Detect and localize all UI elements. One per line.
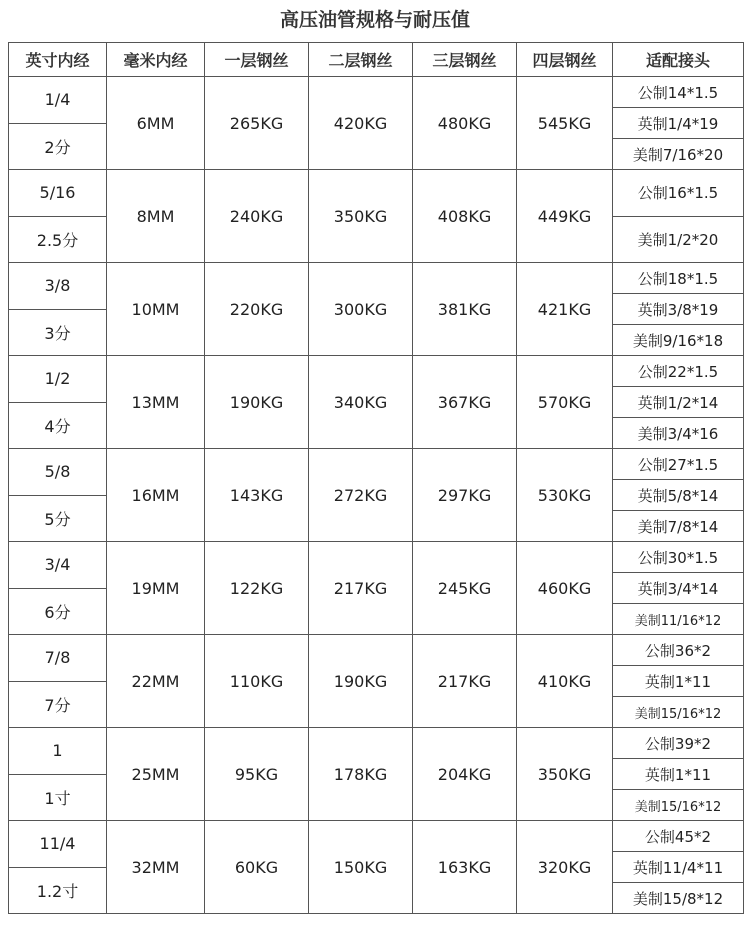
header-row: [9, 43, 744, 77]
table-row: [9, 635, 744, 651]
fitting-cell: 公制14*1.5: [613, 77, 744, 108]
fitting-cell: 英制1*11: [613, 759, 744, 790]
fitting-cell: 英制5/8*14: [613, 480, 744, 511]
mm-diameter-cell: 16MM: [107, 449, 205, 542]
one-layer-pressure-cell: 122KG: [205, 542, 309, 635]
two-layer-pressure-cell: 217KG: [309, 542, 413, 635]
inch-diameter-cell: 6分: [9, 588, 107, 635]
fitting-cell: 美制11/16*12: [613, 604, 744, 635]
inch-diameter-cell: 1.2寸: [9, 867, 107, 914]
inch-diameter-cell: 7分: [9, 681, 107, 728]
fitting-cell: 公制39*2: [613, 728, 744, 759]
inch-diameter-cell: 1寸: [9, 774, 107, 821]
two-layer-pressure-cell: 350KG: [309, 170, 413, 263]
inch-diameter-cell: 3分: [9, 309, 107, 356]
inch-diameter-cell: 11/4: [9, 821, 107, 868]
mm-diameter-cell: 32MM: [107, 821, 205, 914]
fitting-cell: 公制16*1.5: [613, 170, 744, 217]
mm-diameter-cell: 8MM: [107, 170, 205, 263]
three-layer-pressure-cell: 204KG: [413, 728, 517, 821]
four-layer-pressure-cell: 410KG: [517, 635, 613, 728]
page-title: 高压油管规格与耐压值: [279, 9, 470, 31]
four-layer-pressure-cell: 350KG: [517, 728, 613, 821]
fitting-cell: 美制15/8*12: [613, 883, 744, 914]
inch-diameter-cell: 2分: [9, 123, 107, 170]
header-fitting: 适配接头: [613, 43, 744, 77]
table-row: [9, 449, 744, 465]
three-layer-pressure-cell: 367KG: [413, 356, 517, 449]
three-layer-pressure-cell: 480KG: [413, 77, 517, 170]
inch-diameter-cell: 5/8: [9, 449, 107, 496]
one-layer-pressure-cell: 190KG: [205, 356, 309, 449]
fitting-cell: 美制15/16*12: [613, 697, 744, 728]
fitting-cell: 英制1/2*14: [613, 387, 744, 418]
inch-diameter-cell: 1: [9, 728, 107, 775]
four-layer-pressure-cell: 545KG: [517, 77, 613, 170]
mm-diameter-cell: 22MM: [107, 635, 205, 728]
table-row: [9, 77, 744, 93]
mm-diameter-cell: 19MM: [107, 542, 205, 635]
fitting-cell: 美制9/16*18: [613, 325, 744, 356]
header-mm-inner-diameter: 毫米内经: [107, 43, 205, 77]
one-layer-pressure-cell: 60KG: [205, 821, 309, 914]
fitting-cell: 英制1*11: [613, 666, 744, 697]
inch-diameter-cell: 3/8: [9, 263, 107, 310]
four-layer-pressure-cell: 421KG: [517, 263, 613, 356]
inch-diameter-cell: 5/16: [9, 170, 107, 217]
one-layer-pressure-cell: 95KG: [205, 728, 309, 821]
one-layer-pressure-cell: 265KG: [205, 77, 309, 170]
four-layer-pressure-cell: 570KG: [517, 356, 613, 449]
four-layer-pressure-cell: 320KG: [517, 821, 613, 914]
one-layer-pressure-cell: 143KG: [205, 449, 309, 542]
fitting-cell: 美制3/4*16: [613, 418, 744, 449]
four-layer-pressure-cell: 530KG: [517, 449, 613, 542]
fitting-cell: 美制7/8*14: [613, 511, 744, 542]
two-layer-pressure-cell: 420KG: [309, 77, 413, 170]
inch-diameter-cell: 1/2: [9, 356, 107, 403]
three-layer-pressure-cell: 245KG: [413, 542, 517, 635]
two-layer-pressure-cell: 272KG: [309, 449, 413, 542]
three-layer-pressure-cell: 381KG: [413, 263, 517, 356]
table-row: [9, 542, 744, 558]
fitting-cell: 公制18*1.5: [613, 263, 744, 294]
inch-diameter-cell: 1/4: [9, 77, 107, 124]
header-four-layer-wire: 四层钢丝: [517, 43, 613, 77]
fitting-cell: 公制30*1.5: [613, 542, 744, 573]
inch-diameter-cell: 3/4: [9, 542, 107, 589]
table-row: [9, 821, 744, 837]
mm-diameter-cell: 10MM: [107, 263, 205, 356]
table-body: [9, 77, 744, 914]
inch-diameter-cell: 2.5分: [9, 216, 107, 263]
header-two-layer-wire: 二层钢丝: [309, 43, 413, 77]
fitting-cell: 公制22*1.5: [613, 356, 744, 387]
three-layer-pressure-cell: 297KG: [413, 449, 517, 542]
fitting-cell: 英制3/8*19: [613, 294, 744, 325]
mm-diameter-cell: 13MM: [107, 356, 205, 449]
fitting-cell: 英制11/4*11: [613, 852, 744, 883]
inch-diameter-cell: 7/8: [9, 635, 107, 682]
three-layer-pressure-cell: 163KG: [413, 821, 517, 914]
header-three-layer-wire: 三层钢丝: [413, 43, 517, 77]
four-layer-pressure-cell: 449KG: [517, 170, 613, 263]
three-layer-pressure-cell: 408KG: [413, 170, 517, 263]
two-layer-pressure-cell: 190KG: [309, 635, 413, 728]
table-row: [9, 728, 744, 744]
two-layer-pressure-cell: 178KG: [309, 728, 413, 821]
fitting-cell: 美制1/2*20: [613, 216, 744, 263]
one-layer-pressure-cell: 240KG: [205, 170, 309, 263]
inch-diameter-cell: 5分: [9, 495, 107, 542]
mm-diameter-cell: 6MM: [107, 77, 205, 170]
fitting-cell: 公制36*2: [613, 635, 744, 666]
table-row: [9, 356, 744, 372]
pressure-spec-table: [8, 42, 744, 914]
three-layer-pressure-cell: 217KG: [413, 635, 517, 728]
fitting-cell: 美制15/16*12: [613, 790, 744, 821]
table-row: [9, 170, 744, 217]
two-layer-pressure-cell: 300KG: [309, 263, 413, 356]
one-layer-pressure-cell: 110KG: [205, 635, 309, 728]
table-row: [9, 263, 744, 279]
header-one-layer-wire: 一层钢丝: [205, 43, 309, 77]
fitting-cell: 英制1/4*19: [613, 108, 744, 139]
fitting-cell: 公制45*2: [613, 821, 744, 852]
two-layer-pressure-cell: 150KG: [309, 821, 413, 914]
fitting-cell: 美制7/16*20: [613, 139, 744, 170]
four-layer-pressure-cell: 460KG: [517, 542, 613, 635]
fitting-cell: 英制3/4*14: [613, 573, 744, 604]
mm-diameter-cell: 25MM: [107, 728, 205, 821]
inch-diameter-cell: 4分: [9, 402, 107, 449]
header-inch-inner-diameter: 英寸内经: [9, 43, 107, 77]
fitting-cell: 公制27*1.5: [613, 449, 744, 480]
two-layer-pressure-cell: 340KG: [309, 356, 413, 449]
one-layer-pressure-cell: 220KG: [205, 263, 309, 356]
